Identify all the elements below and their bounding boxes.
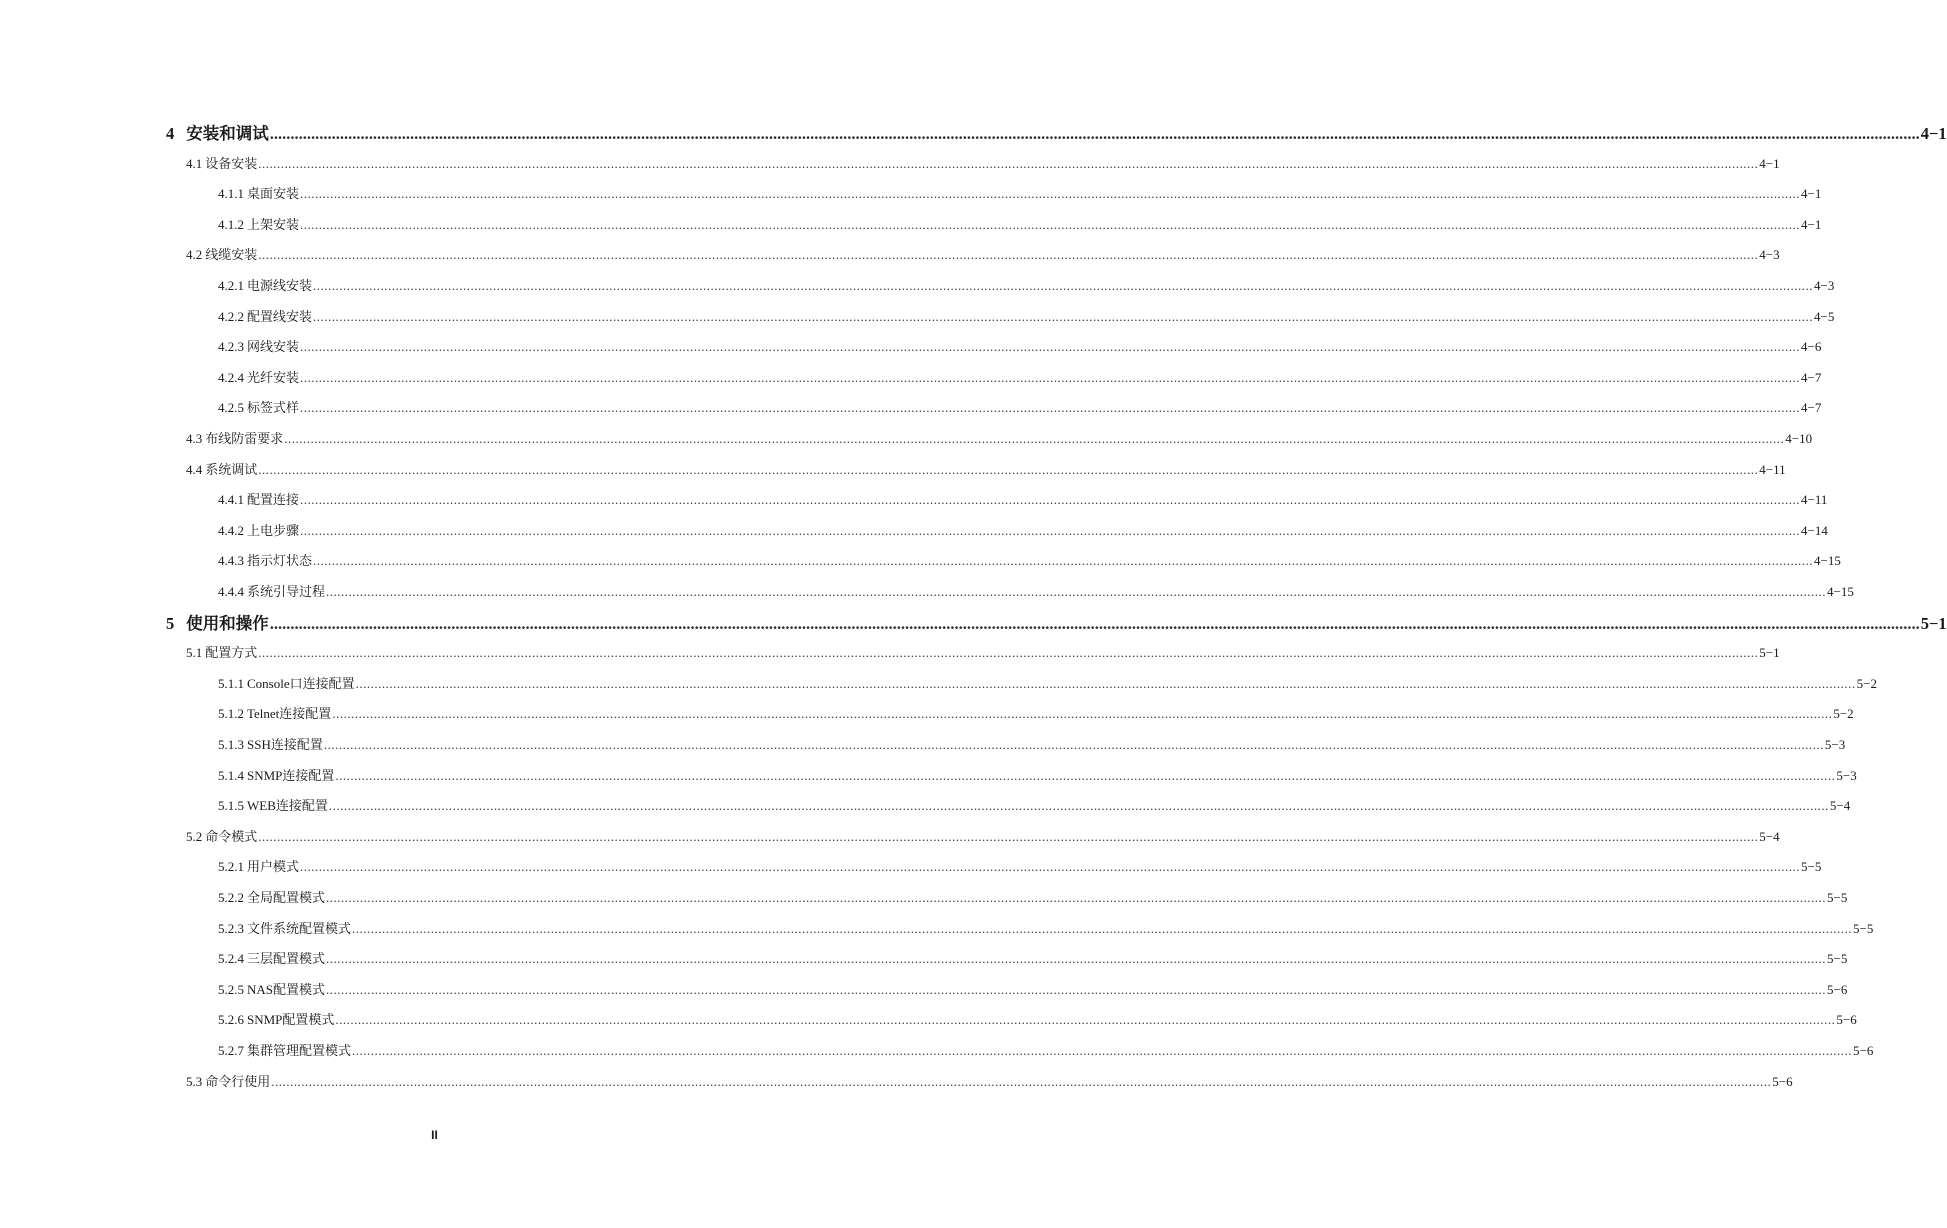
- toc-entry-page: 4−15: [1814, 553, 1841, 569]
- toc-entry-title: 配置线安装: [247, 308, 313, 324]
- toc-entry-number: 4.2: [186, 247, 203, 263]
- toc-entry-title: WEB连接配置: [247, 798, 328, 814]
- toc-entry-number: 4.1: [186, 155, 203, 171]
- toc-entry-title: 光纤安装: [247, 369, 300, 385]
- toc-entry-page: 4−3: [1759, 247, 1780, 263]
- toc-entry-title: SSH连接配置: [247, 737, 323, 752]
- toc-entry-page: 5−4: [1829, 798, 1851, 814]
- toc-entry-page: 5−2: [1833, 706, 1854, 722]
- toc-entry[interactable]: [218, 948, 1848, 967]
- toc-dot-leader: ................................................................................................................................................................................................................................................................................................................................................................................................................: [328, 798, 1829, 814]
- page-number: II: [431, 1128, 438, 1142]
- toc-entry-page: 4−11: [1801, 492, 1828, 508]
- toc-entry-page: 5−4: [1759, 828, 1780, 844]
- toc-dot-leader: ................................................................................................................................................................................................................................................................................................................................................................................................................: [300, 492, 1801, 508]
- toc-entry[interactable]: [218, 887, 1848, 906]
- toc-entry-title: Telnet连接配置: [247, 706, 332, 722]
- toc-dot-leader: ................................................................................................................................................................................................................................................................................................................................................................................................................: [313, 308, 1814, 324]
- toc-dot-leader: ................................................................................................................................................................................................................................................................................................................................................................................................................: [326, 890, 1827, 905]
- toc-entry[interactable]: [186, 642, 1780, 661]
- toc-entry[interactable]: [166, 610, 1947, 634]
- toc-entry-page: 5−1: [1920, 613, 1947, 633]
- toc-entry[interactable]: [218, 336, 1822, 355]
- toc-entry-title: 系统调试: [205, 461, 258, 477]
- toc-entry-number: 4.1.1: [218, 186, 244, 202]
- toc-entry-page: 4−1: [1920, 124, 1947, 143]
- toc-entry-number: 5.1.5: [218, 798, 244, 814]
- toc-dot-leader: ................................................................................................................................................................................................................................................................................................................................................................................................................: [313, 278, 1814, 293]
- toc-entry[interactable]: [218, 856, 1822, 875]
- toc-entry-title: 集群管理配置模式: [247, 1043, 352, 1058]
- toc-entry-number: 5.2.2: [218, 890, 244, 905]
- toc-entry-number: 4.4.3: [218, 553, 244, 569]
- toc-entry-page: 5−6: [1853, 1043, 1874, 1058]
- toc-entry-number: 4.4.4: [218, 584, 244, 599]
- toc-entry-title: 三层配置模式: [247, 951, 326, 967]
- toc-entry-title: 上架安装: [247, 216, 300, 232]
- toc-entry-number: 4: [166, 124, 175, 143]
- toc-dot-leader: ................................................................................................................................................................................................................................................................................................................................................................................................................: [335, 767, 1836, 783]
- toc-entry-number: 5.1.3: [218, 737, 244, 752]
- toc-entry-page: 4−5: [1814, 308, 1835, 324]
- toc-entry-page: 4−1: [1759, 155, 1780, 171]
- toc-entry-title: 配置连接: [247, 492, 300, 508]
- toc-dot-leader: ................................................................................................................................................................................................................................................................................................................................................................................................................: [258, 247, 1759, 263]
- toc-entry[interactable]: [218, 367, 1822, 386]
- toc-dot-leader: ................................................................................................................................................................................................................................................................................................................................................................................................................: [258, 155, 1759, 171]
- toc-dot-leader: ................................................................................................................................................................................................................................................................................................................................................................................................................: [335, 1012, 1836, 1028]
- toc-entry-number: 5.1.2: [218, 706, 244, 722]
- toc-entry-title: 使用和操作: [186, 613, 269, 633]
- toc-entry[interactable]: [218, 795, 1851, 814]
- toc-dot-leader: ................................................................................................................................................................................................................................................................................................................................................................................................................: [258, 461, 1759, 477]
- toc-entry-page: 5−3: [1836, 767, 1857, 783]
- toc-entry-title: Console口连接配置: [247, 675, 355, 691]
- toc-dot-leader: ................................................................................................................................................................................................................................................................................................................................................................................................................: [258, 645, 1759, 661]
- toc-entry-page: 4−10: [1785, 431, 1813, 446]
- toc-entry-number: 4.2.5: [218, 400, 244, 416]
- toc-entry-title: 网线安装: [247, 339, 300, 355]
- toc-dot-leader: ................................................................................................................................................................................................................................................................................................................................................................................................................: [323, 737, 1824, 752]
- toc-entry[interactable]: [218, 1040, 1874, 1059]
- toc-entry[interactable]: [166, 120, 1947, 144]
- toc-entry-page: 4−1: [1801, 186, 1822, 202]
- toc-entry-number: 4.2.2: [218, 308, 244, 324]
- toc-entry-title: 命令行使用: [205, 1073, 271, 1089]
- toc-entry[interactable]: [218, 306, 1835, 325]
- toc-entry-page: 5−3: [1824, 737, 1846, 752]
- toc-entry-title: 布线防雷要求: [205, 431, 284, 446]
- toc-entry[interactable]: [218, 1009, 1857, 1028]
- toc-entry-number: 5.1: [186, 645, 203, 661]
- toc-entry-title: 指示灯状态: [247, 553, 313, 569]
- toc-entry-number: 4.1.2: [218, 216, 244, 232]
- toc-entry[interactable]: [218, 703, 1854, 722]
- toc-entry-title: 全局配置模式: [247, 890, 326, 905]
- toc-entry[interactable]: [218, 550, 1841, 569]
- toc-dot-leader: ................................................................................................................................................................................................................................................................................................................................................................................................................: [313, 553, 1814, 569]
- toc-dot-leader: ................................................................................................................................................................................................................................................................................................................................................................................................................: [352, 1043, 1853, 1058]
- toc-dot-leader: ................................................................................................................................................................................................................................................................................................................................................................................................................: [258, 828, 1759, 844]
- toc-entry[interactable]: [186, 826, 1780, 845]
- toc-entry-title: SNMP连接配置: [247, 767, 335, 783]
- toc-entry-number: 5.3: [186, 1073, 203, 1089]
- toc-entry[interactable]: [218, 734, 1846, 753]
- toc-entry-page: 4−11: [1759, 461, 1786, 477]
- toc-entry[interactable]: [186, 459, 1786, 478]
- toc-dot-leader: ................................................................................................................................................................................................................................................................................................................................................................................................................: [326, 584, 1827, 599]
- toc-entry-number: 4.4: [186, 461, 203, 477]
- toc-dot-leader: ................................................................................................................................................................................................................................................................................................................................................................................................................: [271, 1073, 1772, 1089]
- toc-entry-number: 4.2.1: [218, 278, 244, 293]
- toc-entry-page: 5−5: [1801, 859, 1822, 875]
- toc-entry-page: 5−2: [1856, 675, 1877, 691]
- toc-entry-number: 5.2.6: [218, 1012, 244, 1028]
- toc-entry-title: 线缆安装: [205, 247, 258, 263]
- toc-entry[interactable]: [218, 581, 1854, 600]
- toc-entry[interactable]: [218, 979, 1848, 998]
- toc-entry[interactable]: [218, 673, 1877, 692]
- toc-entry-page: 5−6: [1836, 1012, 1857, 1028]
- toc-entry[interactable]: [218, 397, 1822, 416]
- toc-entry-number: 5.2.3: [218, 920, 244, 936]
- toc-entry-page: 4−7: [1801, 369, 1822, 385]
- toc-dot-leader: ................................................................................................................................................................................................................................................................................................................................................................................................................: [326, 981, 1827, 997]
- toc-entry-page: 4−1: [1801, 216, 1822, 232]
- toc-dot-leader: ................................................................................................................................................................................................................................................................................................................................................................................................................: [269, 613, 1920, 633]
- toc-entry-number: 5.2.4: [218, 951, 244, 967]
- toc-entry-number: 4.2.4: [218, 369, 244, 385]
- toc-entry-page: 5−6: [1772, 1073, 1793, 1089]
- toc-entry-title: 系统引导过程: [247, 584, 326, 599]
- toc-entry-title: 安装和调试: [186, 124, 269, 143]
- toc-entry-title: 上电步骤: [247, 522, 300, 538]
- toc-entry-title: NAS配置模式: [247, 981, 326, 997]
- toc-entry[interactable]: [218, 183, 1822, 202]
- toc-entry-title: SNMP配置模式: [247, 1012, 335, 1028]
- toc-entry-number: 5.1.4: [218, 767, 244, 783]
- toc-entry-number: 5.2.1: [218, 859, 244, 875]
- toc-entry-number: 5.2: [186, 828, 203, 844]
- toc-entry-number: 4.4.1: [218, 492, 244, 508]
- toc-entry[interactable]: [218, 214, 1822, 233]
- toc-entry[interactable]: [186, 244, 1780, 263]
- toc-entry[interactable]: [218, 275, 1835, 294]
- toc-entry-page: 5−1: [1759, 645, 1780, 661]
- toc-entry[interactable]: [186, 428, 1813, 447]
- toc-entry-page: 5−6: [1827, 981, 1848, 997]
- toc-dot-leader: ................................................................................................................................................................................................................................................................................................................................................................................................................: [300, 522, 1801, 538]
- toc-entry-number: 5.2.7: [218, 1043, 244, 1058]
- toc-entry-title: 设备安装: [205, 155, 258, 171]
- toc-entry-page: 4−6: [1801, 339, 1822, 355]
- toc-entry-title: 桌面安装: [247, 186, 300, 202]
- toc-entry-number: 4.2.3: [218, 339, 244, 355]
- toc-entry-page: 5−5: [1827, 890, 1848, 905]
- toc-entry-number: 4.3: [186, 431, 203, 446]
- toc-dot-leader: ................................................................................................................................................................................................................................................................................................................................................................................................................: [284, 431, 1785, 446]
- toc-entry-page: 4−3: [1814, 278, 1835, 293]
- toc-entry-page: 5−5: [1853, 920, 1874, 936]
- toc-dot-leader: ................................................................................................................................................................................................................................................................................................................................................................................................................: [300, 400, 1801, 416]
- toc-entry-page: 5−5: [1827, 951, 1848, 967]
- toc-entry-page: 4−7: [1801, 400, 1822, 416]
- toc-entry-title: 电源线安装: [247, 278, 313, 293]
- toc-dot-leader: ................................................................................................................................................................................................................................................................................................................................................................................................................: [300, 216, 1801, 232]
- toc-entry-title: 命令模式: [205, 828, 258, 844]
- toc-dot-leader: ................................................................................................................................................................................................................................................................................................................................................................................................................: [269, 124, 1920, 143]
- toc-entry-number: 5.2.5: [218, 981, 244, 997]
- toc-dot-leader: ................................................................................................................................................................................................................................................................................................................................................................................................................: [326, 951, 1827, 967]
- toc-entry-title: 文件系统配置模式: [247, 920, 352, 936]
- toc-entry-number: 5.1.1: [218, 675, 244, 691]
- toc-entry-title: 标签式样: [247, 400, 300, 416]
- toc-dot-leader: ................................................................................................................................................................................................................................................................................................................................................................................................................: [332, 706, 1833, 722]
- toc-dot-leader: ................................................................................................................................................................................................................................................................................................................................................................................................................: [352, 920, 1853, 936]
- toc-entry-title: 配置方式: [205, 645, 258, 661]
- toc-entry[interactable]: [218, 520, 1828, 539]
- toc-entry-page: 4−14: [1801, 522, 1828, 538]
- toc-entry-number: 5: [166, 613, 175, 633]
- toc-dot-leader: ................................................................................................................................................................................................................................................................................................................................................................................................................: [300, 369, 1801, 385]
- toc-entry[interactable]: [186, 153, 1780, 172]
- toc-dot-leader: ................................................................................................................................................................................................................................................................................................................................................................................................................: [300, 186, 1801, 202]
- toc-entry[interactable]: [218, 489, 1828, 508]
- toc-dot-leader: ................................................................................................................................................................................................................................................................................................................................................................................................................: [355, 675, 1856, 691]
- toc-dot-leader: ................................................................................................................................................................................................................................................................................................................................................................................................................: [300, 339, 1801, 355]
- toc-entry-title: 用户模式: [247, 859, 300, 875]
- toc-entry[interactable]: [186, 1071, 1793, 1090]
- toc-entry[interactable]: [218, 918, 1874, 937]
- toc-entry-number: 4.4.2: [218, 522, 244, 538]
- toc-dot-leader: ................................................................................................................................................................................................................................................................................................................................................................................................................: [300, 859, 1801, 875]
- toc-entry-page: 4−15: [1827, 584, 1854, 599]
- toc-entry[interactable]: [218, 765, 1857, 784]
